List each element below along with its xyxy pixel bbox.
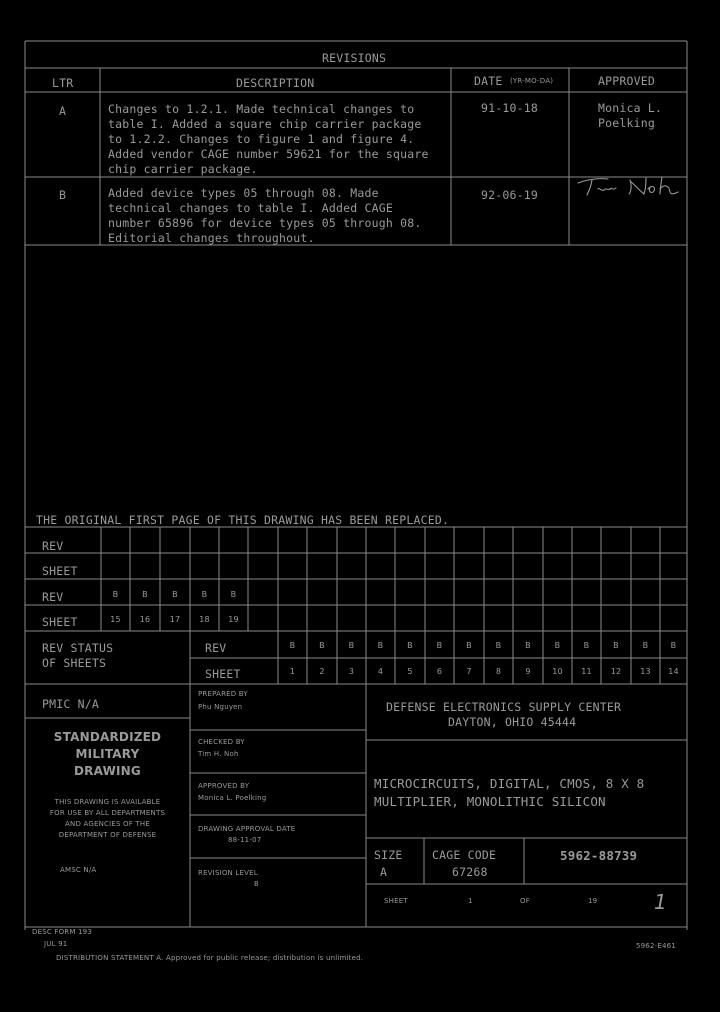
upper-rev-cell: B [112, 590, 119, 599]
revision-a-approver-1: Monica L. [598, 101, 663, 115]
rev-status-label-1: REV STATUS [42, 641, 114, 655]
prepared-by-value: Phu Nguyen [198, 703, 243, 711]
upper-rev-cell: B [230, 590, 237, 599]
lower-sheet-cell: 8 [495, 667, 502, 676]
revision-a-ltr: A [59, 104, 67, 118]
upper-rev-cell: B [172, 590, 178, 599]
checked-by-label: CHECKED BY [198, 738, 245, 746]
footer-code: 5962-E461 [636, 942, 676, 950]
replaced-notice: THE ORIGINAL FIRST PAGE OF THIS DRAWING HAS BEEN REPLACED. [36, 513, 450, 527]
upper-rev-cell: B [201, 590, 208, 599]
distribution-statement: DISTRIBUTION STATEMENT A. Approved for public release; distribution is unlimited. [56, 954, 364, 962]
revision-b-signature [574, 174, 684, 198]
standardized-line-3: DRAWING [74, 764, 141, 778]
drawing-title-line-1: MICROCIRCUITS, DIGITAL, CMOS, 8 X 8 [374, 776, 645, 791]
sheet-value: 1 [468, 897, 473, 905]
cage-code-label: CAGE CODE [432, 848, 497, 862]
agency-line-2: DAYTON, OHIO 45444 [448, 715, 577, 729]
lower-rev-cell: B [466, 641, 472, 650]
form-number: DESC FORM 193 [32, 928, 92, 936]
lower-rev-cell: B [377, 641, 384, 650]
rev-status-label-2: OF SHEETS [42, 656, 107, 670]
lower-sheet-cell: 9 [525, 667, 531, 676]
lower-rev-cell: B [613, 641, 619, 650]
lower-sheet-cell: 1 [289, 667, 296, 676]
revisions-title: REVISIONS [322, 51, 387, 65]
drawing-title-line-2: MULTIPLIER, MONOLITHIC SILICON [374, 794, 606, 809]
lower-rev-cell: B [495, 641, 502, 650]
lower-rev-cell: B [289, 641, 296, 650]
upper-sheet-label-2: SHEET [42, 615, 78, 629]
lower-sheet-cell: 4 [377, 667, 384, 676]
standardized-line-2: MILITARY [75, 747, 140, 761]
date-header: DATE [474, 74, 503, 88]
upper-rev-cell: B [142, 590, 148, 599]
sheet-label: SHEET [384, 897, 408, 905]
amsc-label: AMSC N/A [60, 866, 97, 874]
revision-a-approver-2: Poelking [598, 116, 655, 130]
upper-sheet-cell: 16 [139, 615, 151, 624]
lower-rev-cell: B [436, 641, 443, 650]
handwritten-sheet-mark: 1 [654, 890, 667, 914]
lower-rev-cell: B [642, 641, 649, 650]
ltr-header: LTR [52, 76, 74, 90]
availability-line-2: FOR USE BY ALL DEPARTMENTS [49, 809, 166, 817]
upper-sheet-cell: 18 [199, 615, 210, 624]
lower-rev-cell: B [554, 641, 561, 650]
form-date: JUL 91 [44, 940, 68, 948]
lower-rev-cell: B [583, 641, 590, 650]
lower-sheet-label: SHEET [205, 667, 241, 681]
approved-by-value: Monica L. Poelking [198, 794, 267, 802]
upper-sheet-cell: 17 [169, 615, 181, 624]
revision-level-value: B [254, 880, 260, 888]
lower-sheet-cell: 11 [581, 667, 592, 676]
date-format-header: (YR-MO-DA) [510, 77, 554, 85]
description-header: DESCRIPTION [236, 76, 315, 90]
revision-a-desc-1: Changes to 1.2.1. Made technical changes to [108, 102, 415, 116]
revision-level-label: REVISION LEVEL [198, 869, 258, 877]
revision-b-desc-4: Editorial changes throughout. [108, 231, 315, 245]
size-label: SIZE [374, 848, 403, 862]
lower-rev-cell: B [670, 641, 677, 650]
lower-sheet-cell: 14 [668, 667, 679, 676]
revision-b-desc-3: number 65896 for device types 05 through 08. [108, 216, 422, 230]
lower-rev-cell: B [525, 641, 531, 650]
revision-a-desc-3: to 1.2.2. Changes to figure 1 and figure 4. [108, 132, 415, 146]
agency-line-1: DEFENSE ELECTRONICS SUPPLY CENTER [386, 700, 622, 714]
lower-rev-cell: B [319, 641, 325, 650]
size-value: A [380, 865, 388, 879]
upper-rev-label-1: REV [42, 539, 64, 553]
lower-sheet-cell: 3 [348, 667, 355, 676]
revision-b-ltr: B [59, 188, 67, 202]
prepared-by-label: PREPARED BY [198, 690, 248, 698]
upper-sheet-label-1: SHEET [42, 564, 78, 578]
pmic-label: PMIC N/A [42, 697, 99, 711]
lower-rev-label: REV [205, 641, 227, 655]
lower-sheet-cell: 10 [552, 667, 563, 676]
lower-sheet-cell: 7 [466, 667, 472, 676]
approved-header: APPROVED [598, 74, 655, 88]
revision-b-desc-1: Added device types 05 through 08. Made [108, 186, 379, 200]
revision-a-desc-4: Added vendor CAGE number 59621 for the square [108, 147, 429, 161]
cage-code-value: 67268 [452, 865, 488, 879]
checked-by-value: Tim H. Noh [198, 750, 239, 758]
revision-b-date: 92-06-19 [481, 188, 538, 202]
lower-sheet-cell: 13 [640, 667, 651, 676]
of-value: 19 [588, 897, 598, 905]
availability-line-4: DEPARTMENT OF DEFENSE [58, 831, 157, 839]
upper-sheet-cell: 15 [110, 615, 121, 624]
of-label: OF [520, 897, 530, 905]
revision-a-desc-2: table I. Added a square chip carrier package [108, 117, 422, 131]
standardized-line-1: STANDARDIZED [53, 730, 162, 744]
revision-a-desc-5: chip carrier package. [108, 162, 258, 176]
revision-b-desc-2: technical changes to table I. Added CAGE [108, 201, 393, 215]
lower-sheet-cell: 6 [436, 667, 443, 676]
approved-by-label: APPROVED BY [198, 782, 250, 790]
approval-date-value: 88-11-07 [228, 836, 262, 844]
lower-sheet-cell: 2 [319, 667, 325, 676]
upper-rev-label-2: REV [42, 590, 64, 604]
availability-line-1: THIS DRAWING IS AVAILABLE [54, 798, 161, 806]
upper-sheet-cell: 19 [228, 615, 239, 624]
lower-rev-cell: B [348, 641, 355, 650]
revision-a-date: 91-10-18 [481, 101, 538, 115]
drawing-number: 5962-88739 [560, 848, 638, 863]
availability-line-3: AND AGENCIES OF THE [65, 820, 150, 828]
lower-sheet-cell: 5 [407, 667, 413, 676]
lower-rev-cell: B [407, 641, 413, 650]
approval-date-label: DRAWING APPROVAL DATE [198, 825, 296, 833]
lower-sheet-cell: 12 [610, 667, 622, 676]
